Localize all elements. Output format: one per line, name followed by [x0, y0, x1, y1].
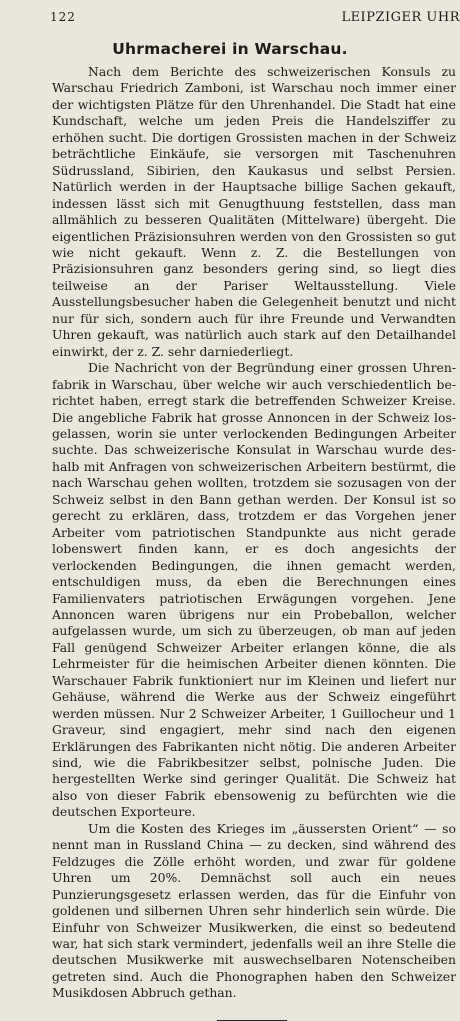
- running-title: LEIPZIGER UHR: [341, 10, 460, 25]
- paragraph: Um die Kosten des Krieges im „äussersten Orient“ — so nennt man in Russland China — zu decken, sind während des Feldzuges die Zölle erhöht worden, und zwar für goldene Uhren um 20%. Demnächst soll auch ein neues Punzierungsgesetz erlassen werden, das für die Einfuhr von goldenen und silbernen Uhren sehr hinderlich sein würde. Die Einfuhr von Schweizer Musikwerken, die einst so bedeutend war, hat sich stark vermindert, jedenfalls weil an ihre Stelle die deutschen Musikwerke mit auswechselbaren Notenscheiben getreten sind. Auch die Phonographen haben den Schweizer Musikdosen Abbruch gethan.: [52, 820, 456, 1001]
- paragraph: Nach dem Berichte des schweizerischen Konsuls zu Warschau Friedrich Zamboni, ist Warschau noch immer einer der wichtigsten Plätze für den Uhrenhandel. Die Stadt hat eine Kundschaft, welche um jeden Preis die Handelsziffer zu erhöhen sucht. Die dortigen Grossisten machen in der Schweiz beträchtliche Einkäufe, sie versorgen mit Taschenuhren Südrussland, Sibirien, den Kaukasus und selbst Persien. Natürlich werden in der Hauptsache billige Sachen gekauft, indessen lässt sich mit Genugthuung feststellen, dass man allmählich zu besseren Qualitäten (Mittelware) übergeht. Die eigentlichen Präzisionsuhren werden von den Grossisten so gut wie nicht gekauft. Wenn z. Z. die Bestellungen von Präzisionsuhren ganz besonders gering sind, so liegt dies teilweise an der Pariser Weltausstellung. Viele Ausstellungsbesucher haben die Gelegenheit benutzt und nicht nur für sich, sondern auch für ihre Freunde und Verwandten Uhren gekauft, was natürlich auch stark auf den Detailhandel einwirkt, der z. Z. sehr darniederliegt.: [52, 64, 456, 359]
- article-body: [52, 64, 456, 1002]
- paragraph: Die Nachricht von der Begründung einer grossen Uhrenfabrik in Warschau, über welche wir auch verschiedentlich berichtet haben, erregt stark die betreffenden Schweizer Kreise. Die angebliche Fabrik hat grosse Annoncen in der Schweiz losgelassen, worin sie unter verlockenden Bedingungen Arbeiter suchte. Das schweizerische Konsulat in Warschau wurde deshalb mit Anfragen von schweizerischen Arbeitern bestürmt, die nach Warschau gehen wollten, trotzdem sie sozusagen von der Schweiz selbst in den Bann gethan werden. Der Konsul ist so gerecht zu erklären, dass, trotzdem er das Vorgehen jener Arbeiter vom patriotischen Standpunkte aus nicht gerade lobenswert finden kann, er es doch angesichts der verlockenden Bedingungen, die ihnen gemacht werden, entschuldigen muss, da eben die Berechnungen eines Familienvaters patriotischen Erwägungen vorgehen. Jene Annoncen waren übrigens nur ein Probeballon, welcher aufgelassen wurde, um sich zu überzeugen, ob man auf jeden Fall genügend Schweizer Arbeiter erlangen könne, die als Lehrmeister für die heimischen Arbeiter dienen könnten. Die Warschauer Fabrik funktioniert nur im Kleinen und liefert nur Gehäuse, während die Werke aus der Schweiz eingeführt werden müssen. Nur 2 Schweizer Arbeiter, 1 Guillocheur und 1 Graveur, sind engagiert, mehr sind nach den eigenen Erklärungen des Fabrikanten nicht nötig. Die anderen Arbeiter sind, wie die Fabrikbesitzer selbst, polnische Juden. Die hergestellten Werke sind geringer Qualität. Die Schweiz hat also von dieser Fabrik ebensowenig zu befürchten wie die deutschen Exporteure.: [52, 360, 456, 820]
- page-number: 122: [50, 10, 76, 24]
- article-title: Uhrmacherei in Warschau.: [112, 40, 348, 58]
- page-header: [0, 6, 460, 26]
